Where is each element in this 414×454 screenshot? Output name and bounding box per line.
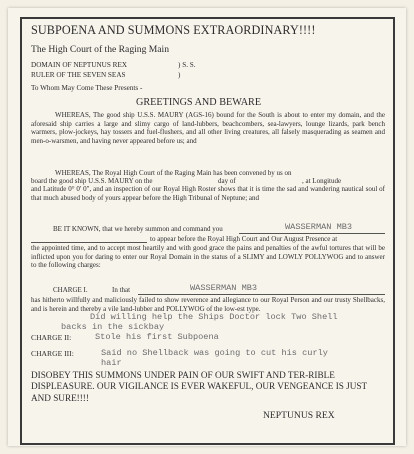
whereas-paragraph-2-line-1: WHEREAS, The Royal High Court of the Raging Main has been convened by us on: [55, 169, 292, 177]
document-title: SUBPOENA AND SUMMONS EXTRAORDINARY!!!!: [31, 23, 316, 37]
charge-2-label: CHARGE II:: [31, 333, 72, 342]
name-line-2: [31, 242, 147, 243]
charge-3-typed-2: hair: [101, 358, 122, 368]
court-name: The High Court of the Raging Main: [31, 44, 170, 55]
whereas-paragraph-2-longitude: , at Longitude: [302, 177, 342, 185]
charge-1-name: WASSERMAN MB3: [190, 283, 258, 293]
name-line: [239, 233, 385, 234]
charge-3-label: CHARGE III:: [31, 349, 74, 358]
whereas-paragraph-2-day: day of: [218, 177, 236, 185]
whereas-paragraph-2-rest: and Latitude 0° 0' 0", and an inspection of our Royal High Roster shows that it is time the sad and wandering nautical soul of that much abused body of yours appear before the High Tribunal of Neptune; and: [31, 185, 385, 202]
whereas-paragraph-1: WHEREAS, The good ship U.S.S. MAURY (AGS-16) bound for the South is about to enter my domain, and the aforesaid ship carries a large and slimy cargo of land-lubbers, beachcombers, sea-lawyers, lounge lizards, park bench warmers, plow-jockeys, hay tossers and fuel-flushers, and all other living creatures, all falsely masquerading as seamen and men-o-warsmen, and having never appeared before us; and: [31, 111, 385, 145]
disobey-warning: DISOBEY THIS SUMMONS UNDER PAIN OF OUR SWIFT AND TER-RIBLE DISPLEASURE. OUR VIGILANCE IS EVER WAKEFUL, OUR VENGEANCE IS JUST AND SURE!!!!: [31, 370, 367, 403]
ss-mark: ) S. S.: [178, 61, 196, 69]
appointed-paragraph: the appointed time, and to accept most heartily and with good grace the pains and penalties of the awful tortures that will be inflicted upon you for daring to enter our Royal Domain in the status of a SLIMY and LOWLY POLLYWOG and to answer to the following charges:: [31, 244, 385, 270]
be-it-known: BE IT KNOWN, that we hereby summon and command you: [53, 225, 223, 233]
charge-1-typed-1: Did willing help the Ships Doctor lock Two Shell: [90, 312, 338, 322]
domain-line: DOMAIN OF NEPTUNUS REX: [31, 61, 128, 69]
ruler-line: RULER OF THE SEVEN SEAS: [31, 71, 126, 79]
charge-1-typed-2: backs in the sickbay: [61, 322, 165, 332]
ruler-paren: ): [178, 71, 181, 79]
charge-2-typed: Stole his first Subpoena: [95, 332, 219, 342]
signature: NEPTUNUS REX: [263, 410, 335, 421]
whereas-paragraph-2-ship: board the good ship U.S.S. MAURY on the: [31, 177, 153, 185]
whom-line: To Whom May Come These Presents -: [31, 84, 143, 92]
charge-1-label: CHARGE I.: [53, 286, 88, 294]
appear-line: to appear before the Royal High Court and Our August Presence at: [150, 235, 338, 243]
charge-1-line: [138, 294, 385, 295]
summoned-name: WASSERMAN MB3: [285, 222, 353, 232]
charge-1-in-that: In that: [112, 286, 131, 294]
charge-1-text: has hitherto willfully and maliciously failed to show reverence and allegiance to our Royal Person and our trusty Shellbacks, and is herein and thereby a vile land-lubber and POLLYWOG of the low-est type.: [31, 296, 385, 313]
charge-3-typed-1: Said no Shellback was going to cut his curly: [101, 348, 328, 358]
greetings-heading: GREETINGS AND BEWARE: [136, 97, 262, 108]
